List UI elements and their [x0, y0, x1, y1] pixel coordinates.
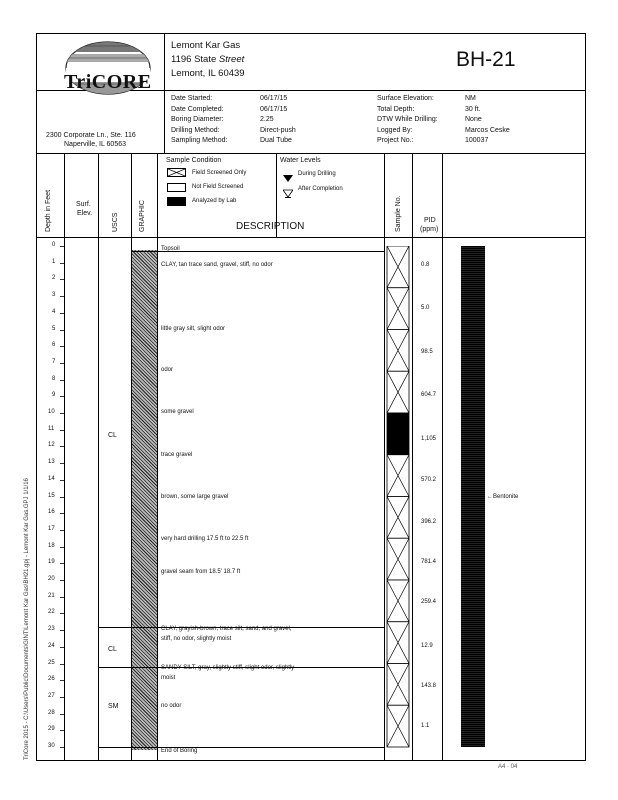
side-note: TriCore 2015 - C:\Users\Public\Documents\GINT\Lemont Kar Gas\BH21.gpj - Lemont Kar Gas.GPJ 1/1/16: [24, 478, 30, 760]
detail-value: 30 ft.: [465, 105, 481, 113]
client-name: Lemont Kar Gas: [171, 40, 241, 51]
sample-no-header: Sample No.: [395, 195, 402, 232]
soil-graphic: [132, 250, 157, 750]
sample-interval: [387, 580, 409, 622]
uscs-header: USCS: [112, 212, 119, 232]
soil-description: CLAY, tan trace sand, gravel, stiff, no odor: [161, 262, 273, 269]
water-levels-title: Water Levels: [280, 157, 321, 164]
depth-tick-label: 24: [48, 642, 55, 649]
depth-tick-label: 19: [48, 559, 55, 566]
detail-label: Total Depth:: [377, 105, 415, 113]
logo-divider: [164, 33, 165, 153]
detail-label: Date Started:: [171, 95, 213, 102]
soil-description: some gravel: [161, 409, 194, 415]
after-completion-label: After Completion: [298, 186, 343, 192]
not-screened-swatch: [167, 183, 186, 192]
depth-tick-mark: [60, 380, 64, 381]
depth-tick-label: 4: [52, 308, 56, 315]
uscs-code: CL: [108, 646, 117, 654]
depth-tick-mark: [60, 714, 64, 715]
soil-description: brown, some large gravel: [161, 494, 229, 501]
detail-value: 2.25: [260, 116, 274, 123]
pid-reading: 604.7: [421, 392, 437, 399]
depth-tick-label: 1: [52, 258, 56, 265]
depth-tick-mark: [60, 664, 64, 665]
detail-label: Boring Diameter:: [171, 116, 224, 123]
pid-reading: 781.4: [421, 559, 437, 566]
legend-split-line: [276, 153, 277, 237]
pid-column-line: [442, 153, 443, 761]
depth-tick-label: 5: [52, 325, 56, 332]
detail-value: 06/17/15: [260, 95, 288, 102]
depth-tick-mark: [60, 647, 64, 648]
depth-tick-mark: [60, 497, 64, 498]
company-name: TriCORE: [64, 71, 152, 93]
depth-tick-mark: [60, 430, 64, 431]
pid-reading: 1.1: [421, 722, 430, 729]
depth-tick-label: 0: [52, 242, 56, 248]
analyzed-label: Analyzed by Lab: [192, 198, 237, 204]
sample-interval: [387, 246, 409, 288]
soil-description: little gray silt, slight odor: [161, 325, 226, 332]
depth-tick-label: 28: [48, 709, 55, 716]
soil-description: no odor: [161, 702, 182, 709]
depth-tick-mark: [60, 330, 64, 331]
depth-tick-mark: [60, 613, 64, 614]
depth-tick-label: 25: [48, 659, 55, 666]
detail-value: 06/17/15: [260, 105, 288, 113]
depth-tick-mark: [60, 530, 64, 531]
surf-elev-header-1: Surf.: [76, 201, 91, 208]
bentonite-label: ←Bentonite: [487, 493, 519, 500]
depth-tick-label: 14: [48, 475, 55, 482]
pid-header-2: (ppm): [420, 226, 439, 233]
depth-tick-label: 6: [52, 342, 56, 349]
depth-tick-label: 26: [48, 676, 55, 683]
depth-tick-mark: [60, 246, 64, 247]
sample-interval: [387, 705, 409, 747]
depth-tick-label: 21: [48, 592, 55, 599]
not-screened-label: Not Field Screened: [192, 184, 244, 190]
pid-reading: 259.4: [421, 599, 437, 606]
depth-tick-mark: [60, 630, 64, 631]
detail-value: Dual Tube: [260, 137, 292, 144]
soil-description: very hard drilling 17.5 ft to 22.5 ft: [161, 535, 249, 542]
depth-tick-label: 27: [48, 692, 55, 699]
company-address-2: Naperville, IL 60563: [64, 141, 127, 148]
sample-interval: [387, 413, 409, 455]
soil-description: Topsoil: [161, 246, 180, 253]
depth-tick-label: 9: [52, 392, 56, 399]
pid-reading: 143.8: [421, 682, 437, 689]
pid-reading: 1,105: [421, 435, 437, 442]
depth-tick-mark: [60, 597, 64, 598]
end-of-boring-line: [98, 747, 384, 748]
sample-interval: [387, 538, 409, 580]
depth-tick-label: 13: [48, 459, 55, 466]
soil-description: trace gravel: [161, 452, 193, 459]
depth-tick-label: 20: [48, 576, 55, 582]
depth-tick-mark: [60, 263, 64, 264]
depth-tick-mark: [60, 580, 64, 581]
depth-header: Depth in Feet: [45, 189, 52, 232]
sample-interval: [387, 497, 409, 539]
depth-tick-mark: [60, 547, 64, 548]
footer-mark: A4 · 04: [498, 764, 518, 770]
detail-label: DTW While Drilling:: [377, 116, 438, 123]
soil-description: odor: [161, 367, 174, 374]
detail-label: Date Completed:: [171, 105, 224, 113]
depth-tick-mark: [60, 296, 64, 297]
soil-description: gravel seam from 18.5' 18.7 ft: [161, 569, 241, 576]
depth-tick-mark: [60, 513, 64, 514]
depth-tick-label: 11: [48, 425, 55, 432]
depth-tick-label: 8: [52, 375, 56, 382]
depth-tick-label: 12: [48, 442, 55, 449]
bentonite-seal: [461, 246, 485, 747]
uscs-code: CL: [108, 432, 117, 440]
sample-interval: [387, 330, 409, 372]
depth-tick-label: 10: [48, 409, 55, 415]
graphic-header: GRAPHIC: [139, 200, 146, 232]
legend-divider: [36, 153, 586, 154]
depth-tick-label: 23: [48, 626, 55, 633]
detail-label: Drilling Method:: [171, 126, 220, 134]
pid-reading: 570.2: [421, 477, 437, 484]
company-address-1: 2300 Corporate Ln., Ste. 116: [46, 132, 136, 139]
depth-tick-mark: [60, 697, 64, 698]
sample-interval: [387, 622, 409, 664]
sample-column-line: [412, 153, 413, 761]
field-screened-label: Field Screened Only: [192, 170, 247, 176]
pid-reading: 12.9: [421, 642, 433, 649]
graphic-column-line: [157, 153, 158, 761]
detail-value: 100037: [465, 137, 489, 144]
depth-tick-mark: [60, 563, 64, 564]
depth-tick-mark: [60, 747, 64, 748]
boring-id: BH-21: [456, 48, 516, 71]
detail-value: NM: [465, 95, 476, 102]
depth-tick-label: 22: [48, 609, 55, 616]
pid-reading: 98.5: [421, 348, 433, 355]
depth-tick-label: 7: [52, 358, 56, 365]
detail-label: Project No.:: [377, 137, 414, 144]
detail-value: None: [465, 116, 482, 123]
detail-label: Surface Elevation:: [377, 95, 434, 102]
sample-condition-title: Sample Condition: [166, 157, 222, 164]
soil-description: End of Boring: [161, 748, 198, 754]
depth-tick-mark: [60, 313, 64, 314]
depth-tick-label: 15: [48, 492, 55, 499]
depth-tick-mark: [60, 446, 64, 447]
during-drilling-label: During Drilling: [298, 171, 336, 177]
depth-tick-mark: [60, 413, 64, 414]
depth-tick-mark: [60, 680, 64, 681]
depth-tick-mark: [60, 396, 64, 397]
sample-interval: [387, 371, 409, 413]
analyzed-swatch: [167, 197, 186, 206]
depth-tick-mark: [60, 730, 64, 731]
pid-reading: 0.8: [421, 262, 430, 269]
detail-label: Sampling Method:: [171, 137, 228, 144]
depth-tick-label: 2: [52, 275, 56, 282]
depth-tick-label: 3: [52, 292, 56, 299]
depth-tick-mark: [60, 279, 64, 280]
depth-column-line: [64, 153, 65, 761]
site-address-2: Lemont, IL 60439: [171, 68, 245, 79]
surf-elev-header-2: Elev.: [77, 210, 93, 217]
field-screened-swatch: [167, 168, 186, 177]
depth-tick-label: 18: [48, 542, 55, 549]
depth-tick-label: 17: [48, 525, 55, 532]
soil-description: moist: [161, 674, 176, 681]
detail-value: Direct-push: [260, 126, 296, 134]
sample-interval: [387, 664, 409, 706]
sample-interval: [387, 288, 409, 330]
pid-header-1: PID: [424, 217, 436, 224]
after-completion-icon: [283, 185, 293, 203]
detail-value: Marcos Ceske: [465, 126, 510, 134]
uscs-code: SM: [108, 702, 119, 710]
depth-tick-mark: [60, 346, 64, 347]
sample-intervals: [386, 246, 410, 766]
pid-reading: 5.0: [421, 305, 430, 312]
depth-tick-mark: [60, 463, 64, 464]
depth-tick-label: 29: [48, 726, 55, 733]
pid-reading: 396.2: [421, 519, 437, 526]
site-address-1: 1196 State Street: [171, 54, 245, 65]
depth-tick-mark: [60, 480, 64, 481]
soil-description: CLAY, grayish-brown, trace silt, sand, and gravel,: [161, 626, 292, 633]
soil-description: stiff, no odor, slightly moist: [161, 636, 232, 643]
depth-tick-label: 16: [48, 509, 55, 516]
depth-tick-label: 30: [48, 743, 55, 749]
column-header-divider: [36, 237, 586, 238]
soil-description: SANDY SILT, gray, slightly stiff, slight odor, slightly: [161, 664, 295, 671]
detail-label: Logged By:: [377, 126, 413, 134]
sample-interval: [387, 455, 409, 497]
depth-tick-mark: [60, 363, 64, 364]
description-header: DESCRIPTION: [236, 221, 305, 232]
elev-column-line: [98, 153, 99, 761]
description-column-line: [384, 153, 385, 761]
